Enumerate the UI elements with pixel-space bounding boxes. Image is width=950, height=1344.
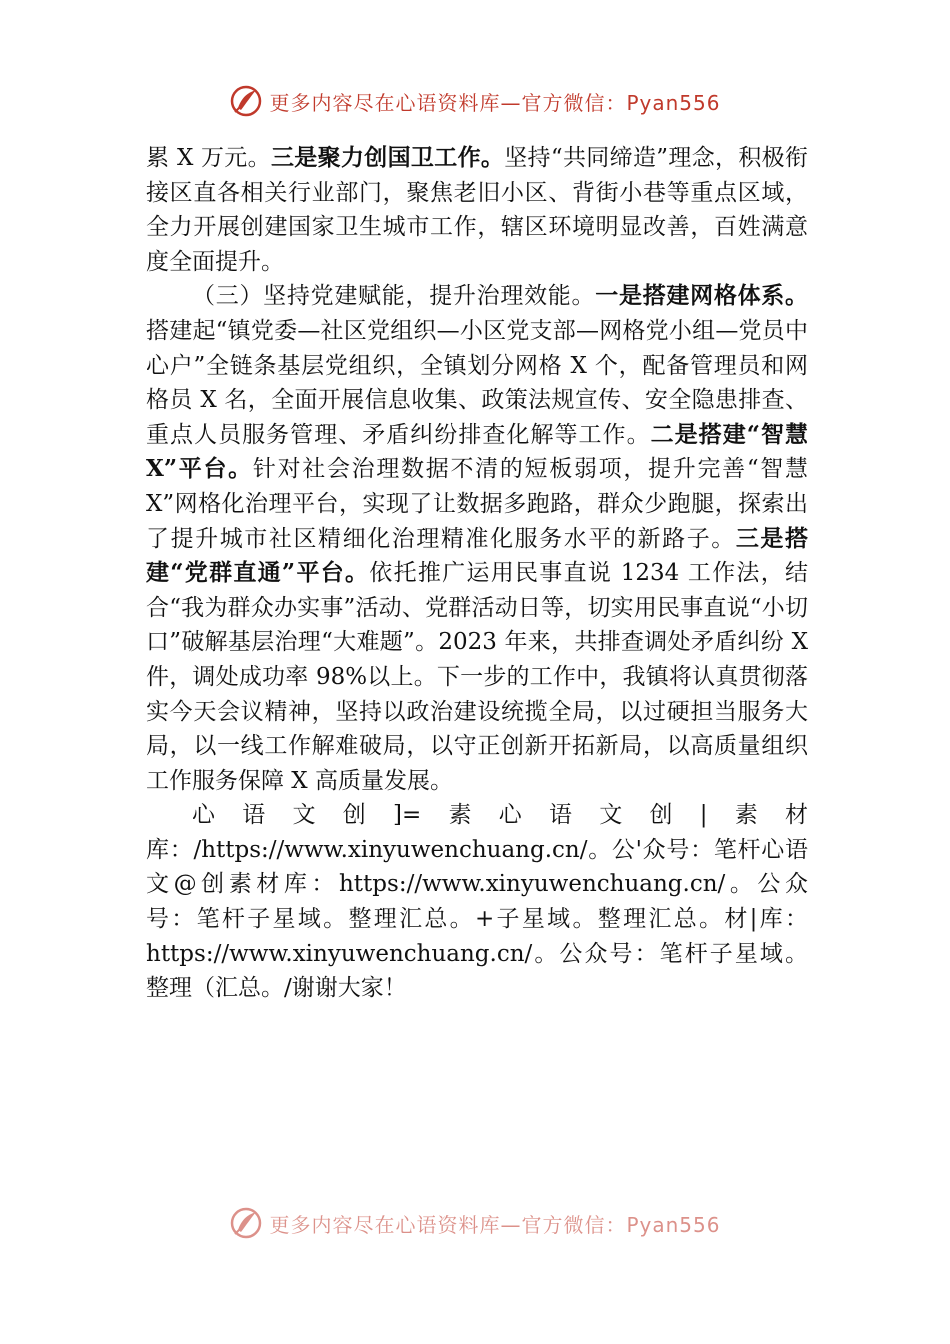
header-watermark-text: 更多内容尽在心语资料库—官方微信：Pyan556 — [269, 90, 721, 115]
text-run: 累 X 万元。 — [146, 145, 271, 171]
brand-logo-icon — [229, 84, 263, 118]
paragraph-3 — [146, 798, 808, 1006]
document-body — [146, 141, 808, 1006]
footer-watermark — [0, 1206, 950, 1240]
paragraph-1 — [146, 141, 808, 279]
text-run: 针对社会治理数据不清的短板弱项，提升完善“智慧 X”网格化治理平台，实现了让数据多跑路，群众少跑腿，探索出了提升城市社区精细化治理精准化服务水平的新路子。 — [146, 456, 808, 552]
footer-watermark-text: 更多内容尽在心语资料库—官方微信：Pyan556 — [269, 1212, 721, 1237]
text-run: 依托推广运用民事直说 1234 工作法，结合“我为群众办实事”活动、党群活动日等，切实用民事直说“小切口”破解基层治理“大难题”。2023 年来，共排查调处矛盾纠纷 X 件，调处成功率 98%以上。下一步的工作中，我镇将认真贯彻落实今天会议精神，坚持以政治建设统揽全局，以过硬担当服务大局，以一线工作解难破局，以守正创新开拓新局，以高质量组织工作服务保障 X 高质量发展。 — [146, 560, 808, 794]
text-run: 心语文创]=素心语文创|素材库：/https://www.xinyuwenchuang.cn/。公'众号：笔杆心语文@创素材库：https://www.xinyuwenchuang.cn/。公众号：笔杆子星域。整理汇总。+子星域。整理汇总。材|库：https://www.xinyuwenchuang.cn/。公众号：笔杆子星域。整理（汇总。/谢谢大家！ — [146, 802, 808, 1002]
bold-run: 三是聚力创国卫工作。 — [270, 144, 505, 171]
header-watermark — [0, 84, 950, 118]
paragraph-2 — [146, 279, 808, 798]
bold-run: 一是搭建网格体系。 — [595, 282, 809, 310]
brand-logo-icon — [229, 1206, 263, 1240]
bold-run: 二是搭建“智慧 X”平台。 — [146, 420, 809, 483]
bold-run: 三是搭建“党群直通”平台。 — [146, 524, 809, 587]
text-run: （三）坚持党建赋能，提升治理效能。 — [192, 283, 596, 310]
text-run: 坚持“共同缔造”理念，积极衔接区直各相关行业部门，聚焦老旧小区、背街小巷等重点区域，全力开展创建国家卫生城市工作，辖区环境明显改善，百姓满意度全面提升。 — [146, 145, 808, 275]
text-run: 搭建起“镇党委—社区党组织—小区党支部—网格党小组—党员中心户”全链条基层党组织，全镇划分网格 X 个，配备管理员和网格员 X 名，全面开展信息收集、政策法规宣传、安全隐患排查、重点人员服务管理、矛盾纠纷排查化解等工作。 — [146, 317, 808, 448]
